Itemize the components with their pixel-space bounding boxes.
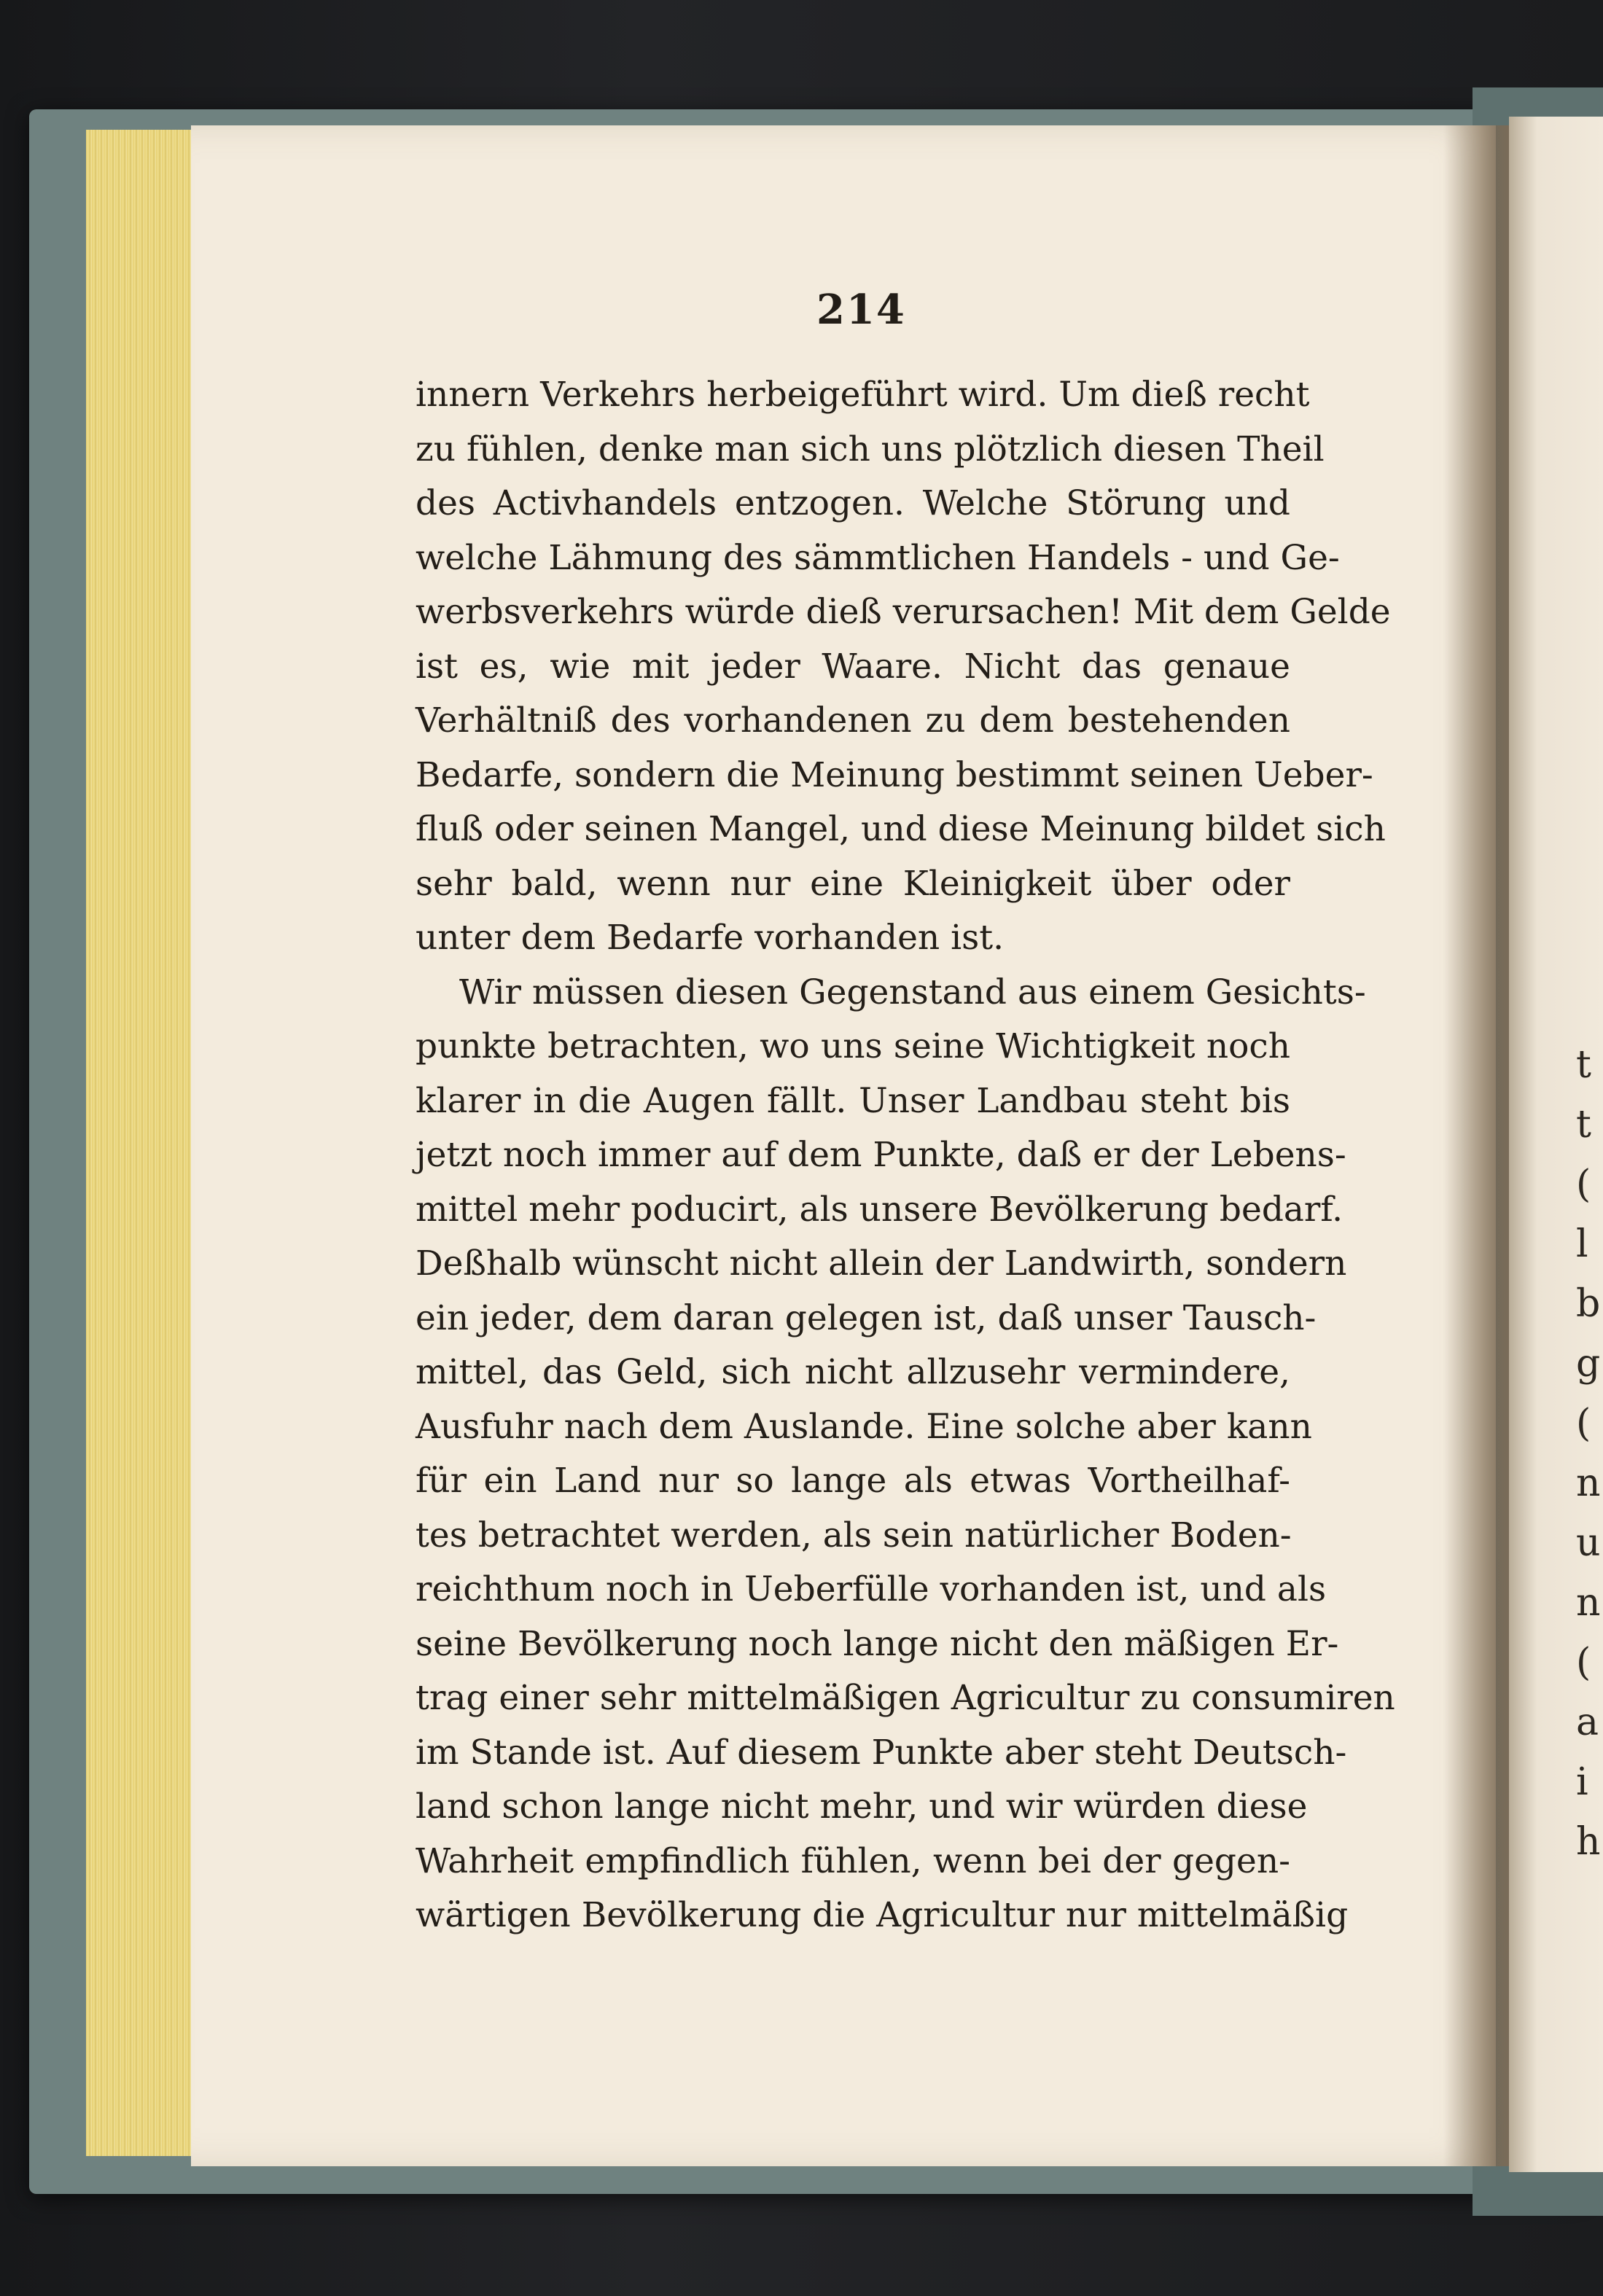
- facing-letter: u: [1576, 1521, 1601, 1565]
- text-line: sehr bald, wenn nur eine Kleinigkeit über oder: [416, 863, 1290, 904]
- text-line: Bedarfe, sondern die Meinung bestimmt seinen Ueber-: [416, 754, 1373, 795]
- facing-letter: i: [1576, 1760, 1588, 1804]
- facing-letter: (: [1576, 1402, 1591, 1445]
- text-line: im Stande ist. Auf diesem Punkte aber steht Deutsch-: [416, 1732, 1347, 1773]
- text-line: punkte betrachten, wo uns seine Wichtigkeit noch: [416, 1026, 1290, 1066]
- text-line: für ein Land nur so lange als etwas Vortheilhaf-: [416, 1461, 1290, 1501]
- text-line: unter dem Bedarfe vorhanden ist.: [416, 918, 1005, 958]
- facing-letter: n: [1576, 1581, 1601, 1625]
- page-edge-stack: [86, 130, 203, 2156]
- page-gutter-shadow: [1443, 125, 1509, 2166]
- text-line: fluß oder seinen Mangel, und diese Meinung bildet sich: [416, 809, 1386, 849]
- text-line: ist es, wie mit jeder Waare. Nicht das genaue: [416, 646, 1290, 687]
- text-line: des Activhandels entzogen. Welche Störung und: [416, 483, 1290, 523]
- facing-letter: g: [1576, 1342, 1601, 1386]
- text-line: Verhältniß des vorhandenen zu dem bestehenden: [416, 700, 1290, 741]
- text-line: jetzt noch immer auf dem Punkte, daß er der Lebens-: [416, 1135, 1346, 1175]
- text-line: wärtigen Bevölkerung die Agricultur nur mittelmäßig: [416, 1895, 1349, 1935]
- text-line: reichthum noch in Ueberfülle vorhanden ist, und als: [416, 1569, 1327, 1609]
- facing-letter: (: [1576, 1641, 1591, 1684]
- facing-letter: (: [1576, 1163, 1591, 1206]
- text-line: Wir müssen diesen Gegenstand aus einem Gesichts-: [459, 972, 1366, 1012]
- text-line: mittel mehr poducirt, als unsere Bevölkerung bedarf.: [416, 1189, 1343, 1230]
- facing-page-letters: [1576, 1035, 1603, 1872]
- text-line: ein jeder, dem daran gelegen ist, daß unser Tausch-: [416, 1297, 1317, 1338]
- text-line: Ausfuhr nach dem Auslande. Eine solche aber kann: [416, 1406, 1312, 1447]
- facing-letter: t: [1576, 1103, 1591, 1147]
- text-line: mittel, das Geld, sich nicht allzusehr vermindere,: [416, 1352, 1290, 1392]
- facing-letter: b: [1576, 1282, 1601, 1326]
- facing-letter: a: [1576, 1700, 1599, 1744]
- text-line: Deßhalb wünscht nicht allein der Landwirth, sondern: [416, 1243, 1347, 1284]
- facing-letter: l: [1576, 1222, 1588, 1266]
- text-line: land schon lange nicht mehr, und wir würden diese: [416, 1787, 1308, 1827]
- facing-letter: n: [1576, 1461, 1601, 1505]
- facing-letter: t: [1576, 1043, 1591, 1087]
- text-line: tes betrachtet werden, als sein natürlicher Boden-: [416, 1515, 1292, 1555]
- facing-letter: h: [1576, 1820, 1601, 1864]
- text-line: innern Verkehrs herbeigeführt wird. Um dieß recht: [416, 375, 1310, 415]
- page-body-text: [416, 368, 1395, 1943]
- text-line: Wahrheit empfindlich fühlen, wenn bei der gegen-: [416, 1840, 1290, 1881]
- text-line: zu fühlen, denke man sich uns plötzlich diesen Theil: [416, 429, 1325, 469]
- text-line: welche Lähmung des sämmtlichen Handels - und Ge-: [416, 537, 1340, 578]
- text-line: seine Bevölkerung noch lange nicht den mäßigen Er-: [416, 1623, 1339, 1664]
- text-line: werbsverkehrs würde dieß verursachen! Mit dem Gelde: [416, 592, 1391, 632]
- text-line: trag einer sehr mittelmäßigen Agricultur zu consumiren: [416, 1678, 1395, 1718]
- text-line: klarer in die Augen fällt. Unser Landbau steht bis: [416, 1080, 1290, 1121]
- page-number: 214: [816, 286, 906, 334]
